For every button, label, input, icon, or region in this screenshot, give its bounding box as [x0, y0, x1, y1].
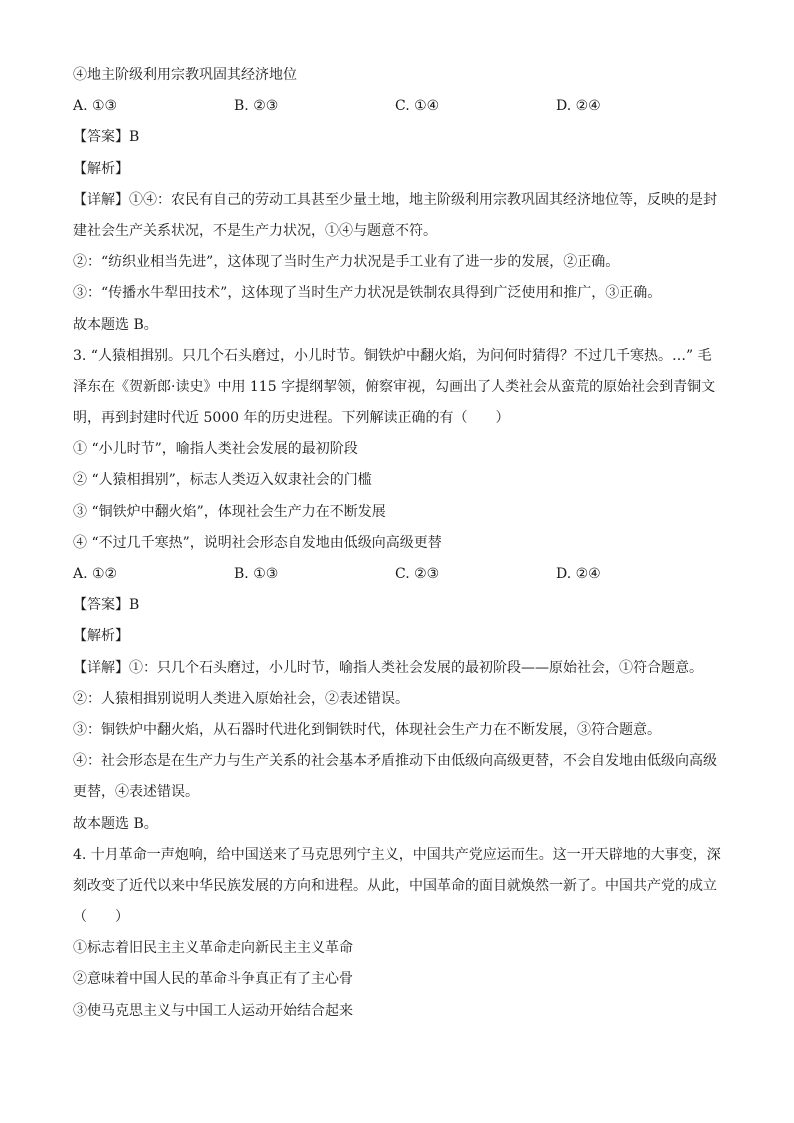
q3-option-2: ② “人猿相揖别”，标志人类迈入奴隶社会的门槛	[73, 472, 372, 489]
q2-answer: 【答案】B	[73, 129, 140, 146]
q2-choice-b: B. ②③	[234, 98, 279, 115]
q3-answer: 【答案】B	[73, 597, 140, 614]
q4-option-3: ③使马克思主义与中国工人运动开始结合起来	[73, 1002, 353, 1019]
q4-option-2: ②意味着中国人民的革命斗争真正有了主心骨	[73, 971, 353, 988]
q3-detail-line: 更替，④表述错误。	[73, 784, 199, 801]
q2-choices	[73, 91, 723, 122]
q4-stem-line: （ ）	[73, 909, 129, 926]
q2-choice-a: A. ①③	[73, 98, 118, 115]
q3-option-1: ① “小儿时节”，喻指人类社会发展的最初阶段	[73, 441, 358, 458]
q2-analysis-title: 【解析】	[73, 160, 129, 177]
q2-conclusion: 故本题选 B。	[73, 316, 158, 333]
q3-choice-d: D. ②④	[556, 566, 601, 582]
q3-stem-line: 3. “人猿相揖别。只几个石头磨过，小儿时节。铜铁炉中翻火焰，为问何时猜得？不过几千寒热。…” 毛	[73, 347, 712, 364]
q3-option-4: ④ “不过几千寒热”，说明社会形态自发地由低级向高级更替	[73, 534, 442, 551]
q3-detail-line: ②：人猿相揖别说明人类进入原始社会，②表述错误。	[73, 690, 409, 707]
q3-option-3: ③ “铜铁炉中翻火焰”，体现社会生产力在不断发展	[73, 503, 386, 520]
q2-choice-d: D. ②④	[556, 98, 601, 115]
q2-detail-line: 建社会生产关系状况，不是生产力状况，①④与题意不符。	[73, 222, 437, 239]
q4-stem-line: 4. 十月革命一声炮响，给中国送来了马克思列宁主义，中国共产党应运而生。这一开天辟地的大事变，深	[73, 846, 721, 863]
q2-choice-c: C. ①④	[395, 98, 440, 115]
q3-stem-line: 明，再到封建时代近 5000 年的历史进程。下列解读正确的有（ ）	[73, 410, 510, 427]
q2-detail-line: ③：“传播水牛犁田技术”，这体现了当时生产力状况是铁制农具得到广泛使用和推广，③正确。	[73, 285, 662, 302]
q2-detail-line: 【详解】①④：农民有自己的劳动工具甚至少量土地，地主阶级利用宗教巩固其经济地位等，反映的是封	[73, 191, 717, 208]
q2-detail-line: ②：“纺织业相当先进”，这体现了当时生产力状况是手工业有了进一步的发展，②正确。	[73, 254, 620, 271]
document-page	[73, 60, 723, 1027]
q3-choice-b: B. ①③	[234, 566, 279, 582]
q3-conclusion: 故本题选 B。	[73, 815, 158, 832]
q3-detail-line: ④：社会形态是在生产力与生产关系的社会基本矛盾推动下由低级向高级更替，不会自发地由低级向高级	[73, 753, 717, 770]
q3-choices	[73, 559, 723, 590]
q3-choice-c: C. ②③	[395, 566, 440, 582]
q4-stem-line: 刻改变了近代以来中华民族发展的方向和进程。从此，中国革命的面目就焕然一新了。中国共产党的成立	[73, 877, 717, 894]
q3-detail-line: ③：铜铁炉中翻火焰，从石器时代进化到铜铁时代，体现社会生产力在不断发展，③符合题意。	[73, 721, 661, 738]
q3-detail-line: 【详解】①：只几个石头磨过，小儿时节，喻指人类社会发展的最初阶段——原始社会，①符合题意。	[73, 659, 703, 676]
q4-option-1: ①标志着旧民主主义革命走向新民主主义革命	[73, 940, 353, 957]
q2-option-4: ④地主阶级利用宗教巩固其经济地位	[73, 67, 297, 83]
q3-choice-a: A. ①②	[73, 566, 118, 582]
q3-stem-line: 泽东在《贺新郎·读史》中用 115 字提纲挈领，俯察审视，勾画出了人类社会从蛮荒的原始社会到青铜文	[73, 378, 716, 395]
q3-analysis-title: 【解析】	[73, 628, 129, 645]
